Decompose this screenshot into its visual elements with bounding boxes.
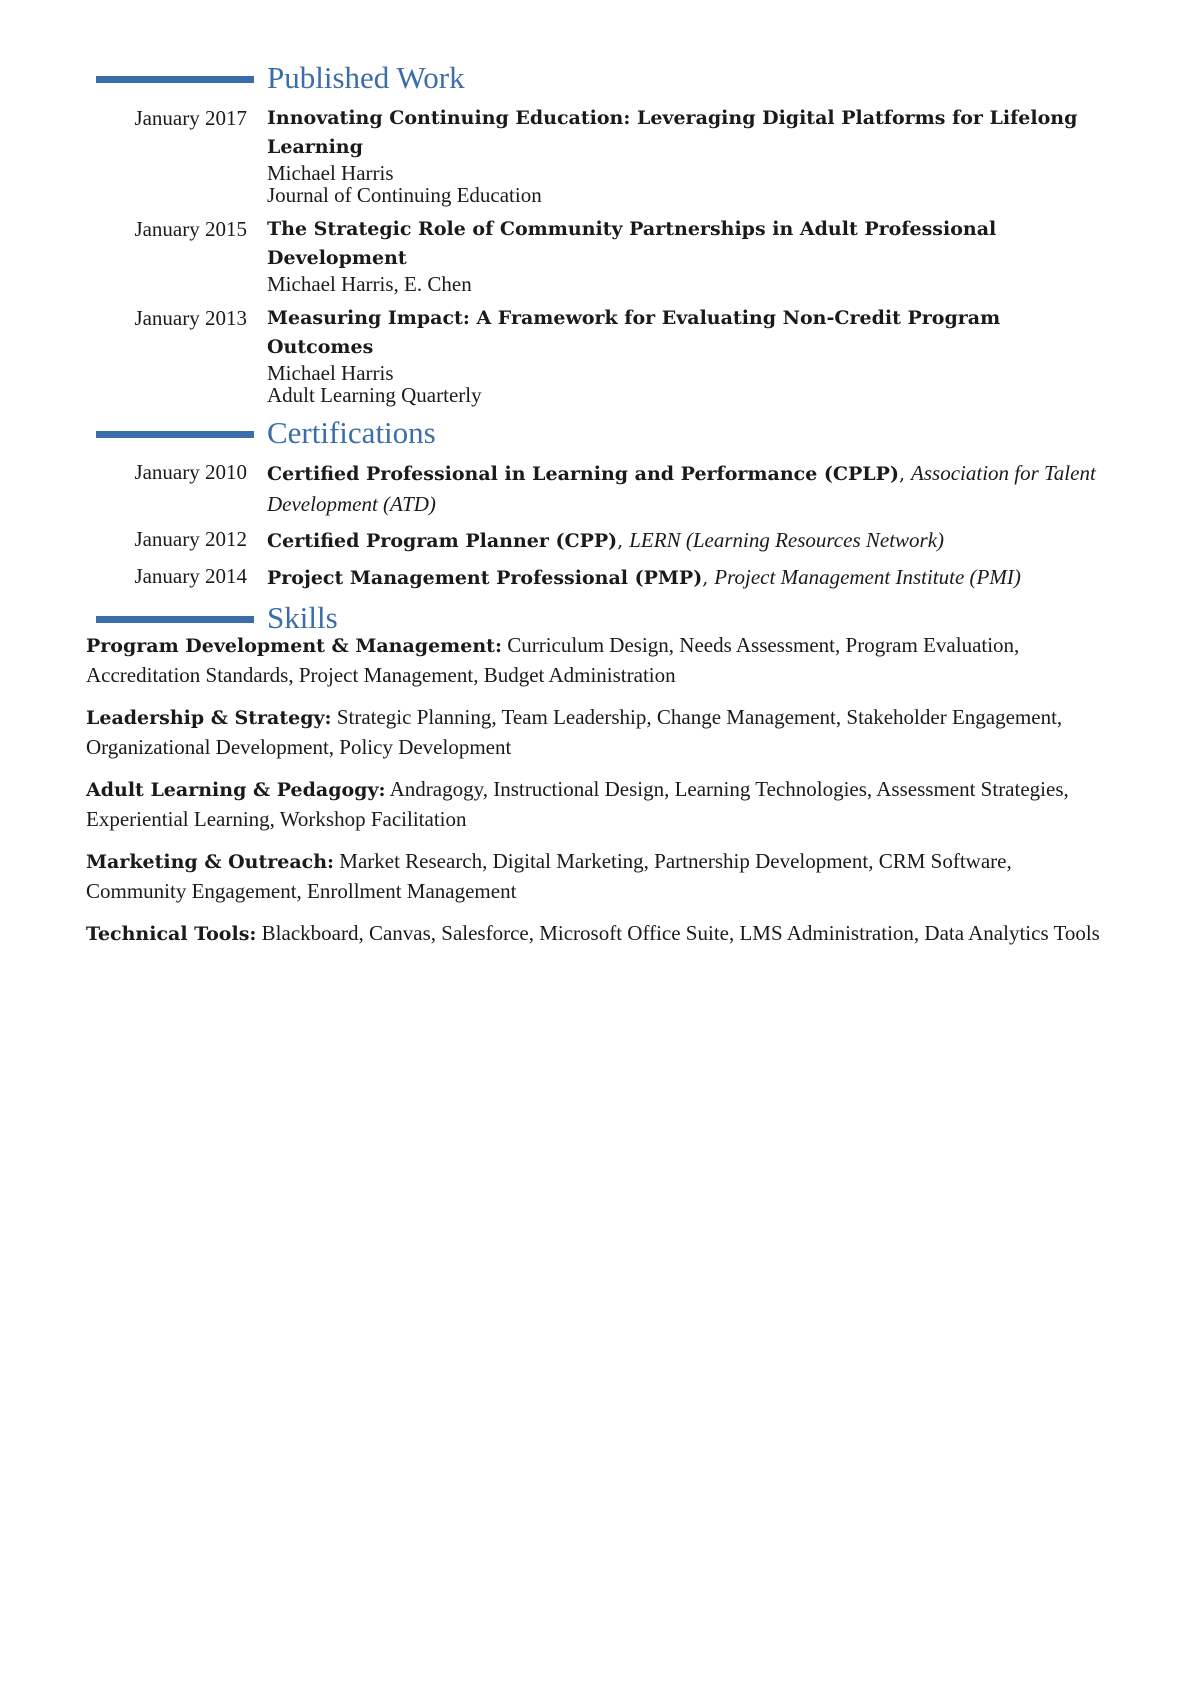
skill-items: Market Research, Digital Marketing, Partnership Development, CRM Software, Community Engagement, Enrollment Management [86,849,1012,903]
skill-category: Marketing & Outreach: [86,851,335,873]
section-rule [96,431,254,438]
entry-date: January 2017 [134,106,247,130]
publication-authors: Michael Harris, E. Chen [267,272,472,296]
skill-group [86,703,1106,762]
section-certifications [0,413,1190,453]
publication-title: Measuring Impact: A Framework for Evaluating Non-Credit Program Outcomes [267,307,1001,358]
skill-category: Program Development & Management: [86,635,502,657]
publication-authors: Michael Harris [267,161,394,185]
certification-issuer: LERN (Learning Resources Network) [629,528,945,552]
certification-line: Certified Professional in Learning and Performance (CPLP), Association for Talent Development (ATD) [267,461,1096,516]
section-title: Certifications [267,415,436,450]
skill-items: Blackboard, Canvas, Salesforce, Microsoft Office Suite, LMS Administration, Data Analytics Tools [261,921,1100,945]
publication-title: The Strategic Role of Community Partnerships in Adult Professional Development [267,218,997,269]
certification-issuer: Project Management Institute (PMI) [714,565,1021,589]
skill-group [86,919,1106,949]
certification-line: Project Management Professional (PMP), Project Management Institute (PMI) [267,565,1021,589]
skill-group [86,631,1106,690]
entry-date: January 2012 [134,527,247,551]
entry-date: January 2015 [134,217,247,241]
publication-authors: Michael Harris [267,361,394,385]
skill-group [86,847,1106,906]
certification-name: Certified Program Planner (CPP) [267,530,618,552]
certification-issuer: Association for Talent Development (ATD) [267,461,1096,516]
skill-category: Leadership & Strategy: [86,707,332,729]
skill-items: Andragogy, Instructional Design, Learning Technologies, Assessment Strategies, Experiential Learning, Workshop Facilitation [86,777,1069,831]
skill-category: Technical Tools: [86,923,257,945]
section-published [0,58,1190,98]
skill-category: Adult Learning & Pedagogy: [86,779,386,801]
publication-venue: Journal of Continuing Education [267,183,542,207]
skill-items: Curriculum Design, Needs Assessment, Program Evaluation, Accreditation Standards, Project Management, Budget Administration [86,633,1020,687]
entry-date: January 2010 [134,460,247,484]
skill-group [86,775,1106,834]
skill-items: Strategic Planning, Team Leadership, Change Management, Stakeholder Engagement, Organizational Development, Policy Development [86,705,1063,759]
section-title: Published Work [267,60,465,95]
skills-list [86,631,1106,962]
section-title: Skills [267,600,338,635]
certification-line: Certified Program Planner (CPP), LERN (Learning Resources Network) [267,528,945,552]
entry-date: January 2014 [134,564,247,588]
certification-name: Project Management Professional (PMP) [267,567,703,589]
section-rule [96,76,254,83]
entry-date: January 2013 [134,306,247,330]
publication-title: Innovating Continuing Education: Leveraging Digital Platforms for Lifelong Learning [267,107,1078,158]
publication-venue: Adult Learning Quarterly [267,383,482,407]
section-rule [96,616,254,623]
certification-name: Certified Professional in Learning and Performance (CPLP) [267,463,899,485]
